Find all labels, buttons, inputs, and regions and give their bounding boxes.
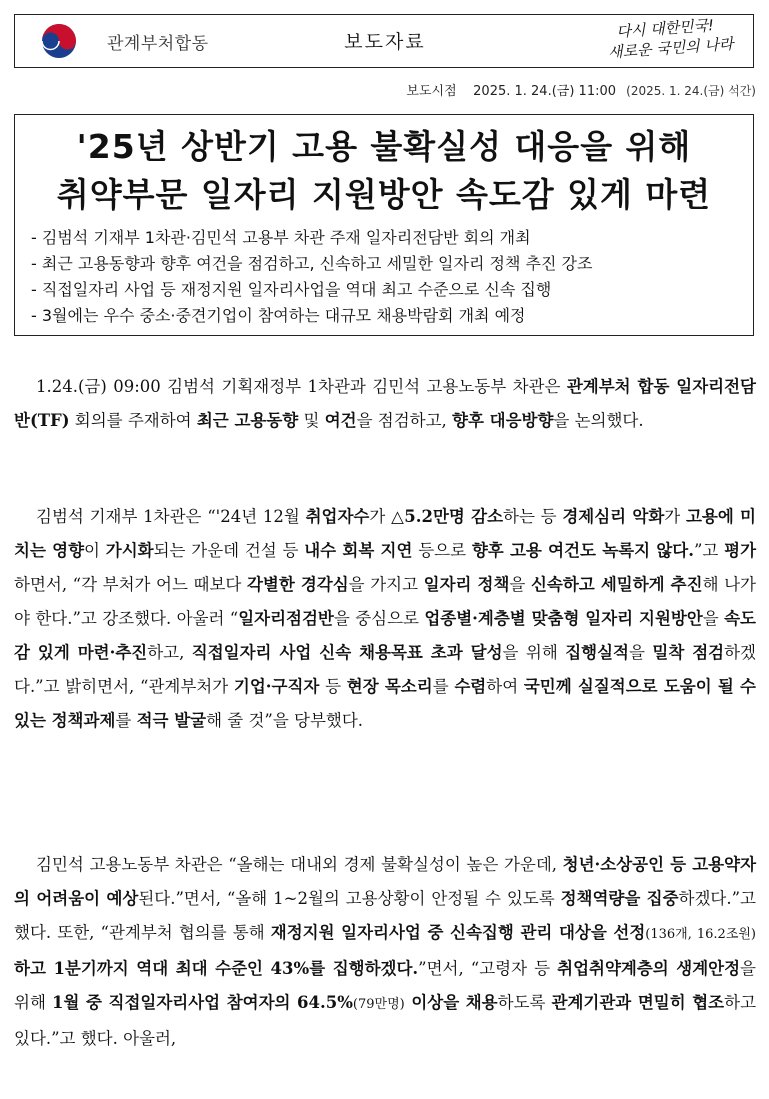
- release-time-embargo: (2025. 1. 24.(금) 석간): [626, 84, 756, 98]
- header-box: [14, 14, 754, 68]
- body-paragraph-1: [14, 370, 756, 438]
- body-text: (136개, 16.2조원): [645, 927, 757, 942]
- body-text: 하고 있다.”고 했다. 아울러,: [14, 993, 757, 1048]
- subpoint: - 최근 고용동향과 향후 여건을 점검하고, 신속하고 세밀한 일자리 정책 추진 강조: [31, 251, 592, 277]
- body-text: 하겠다.”고 밝히면서, “관계부처가: [14, 643, 756, 696]
- emphasis-text: 기업·구직자: [233, 677, 320, 696]
- org-name: 관계부처합동: [107, 34, 209, 54]
- body-text: 되는 가운데 건설 등: [153, 541, 305, 560]
- emphasis-text: 이상을 채용: [404, 993, 498, 1012]
- emphasis-text: 밀착 점검: [652, 643, 725, 662]
- headline-line1: '25년 상반기 고용 불확실성 대응을 위해: [76, 127, 692, 166]
- emphasis-text: 국민께 실질적으로 도움이 될 수 있는 정책과제: [14, 677, 756, 730]
- body-text: 을 점검하고,: [356, 411, 453, 430]
- release-time-label: 보도시점: [406, 84, 457, 99]
- emphasis-text: 업종별·계층별 맞춤형 일자리 지원방안: [424, 609, 703, 628]
- body-text: 를: [432, 677, 455, 696]
- subpoint: - 3월에는 우수 중소·중견기업이 참여하는 대규모 채용박람회 개최 예정: [31, 303, 592, 329]
- body-text: 을 위해: [14, 959, 756, 1012]
- body-text: 해 줄 것”을 당부했다.: [206, 711, 364, 730]
- emphasis-text: 여건: [324, 411, 357, 430]
- emphasis-text: △5.2만명 감소: [391, 507, 504, 526]
- emphasis-text: 가시화: [105, 541, 154, 560]
- emphasis-text: 속도감 있게 마련·추진: [14, 609, 756, 662]
- emphasis-text: 정책역량을 집중: [560, 889, 679, 908]
- body-text: (79만명): [352, 997, 405, 1012]
- release-time-value: 2025. 1. 24.(금) 11:00: [473, 84, 617, 99]
- emphasis-text: 경제심리 악화: [562, 507, 665, 526]
- slogan-line2: 새로운 국민의 나라: [607, 34, 734, 62]
- body-text: 등으로: [412, 541, 472, 560]
- body-text: 및: [298, 411, 325, 430]
- body-text: 된다.”면서, “올해 1~2월의 고용상황이 안정될 수 있도록: [138, 889, 561, 908]
- body-paragraph-2: [14, 500, 756, 738]
- emphasis-text: 하고 1분기까지 역대 최대 수준인 43%를 집행하겠다.: [14, 959, 419, 978]
- body-text: 을: [629, 643, 653, 662]
- emphasis-text: 취업자수: [305, 507, 370, 526]
- body-text: 가: [369, 507, 392, 526]
- emphasis-text: 집행실적: [565, 643, 629, 662]
- body-text: 을 가지고: [348, 575, 424, 594]
- emphasis-text: 재정지원 일자리사업 중 신속집행 관리 대상을 선정: [270, 923, 646, 942]
- body-text: 을: [509, 575, 531, 594]
- slogan-line1: 다시 대한민국!: [615, 16, 715, 41]
- doc-type: 보도자료: [344, 31, 426, 53]
- subpoint: - 직접일자리 사업 등 재정지원 일자리사업을 역대 최고 수준으로 신속 집행: [31, 277, 592, 303]
- body-text: 해 나가야 한다.”고 강조했다. 아울러 “: [14, 575, 756, 628]
- emphasis-text: 신속하고 세밀하게 추진: [530, 575, 703, 594]
- emphasis-text: 일자리점검반: [238, 609, 334, 628]
- emphasis-text: 평가: [724, 541, 757, 560]
- body-text: ”면서, “고령자 등: [418, 959, 558, 978]
- body-text: 김범석 기재부 1차관은 “'24년 12월: [36, 507, 306, 526]
- body-text: 등: [319, 677, 347, 696]
- body-text: 를: [115, 711, 137, 730]
- emphasis-text: 고용에 미치는 영향: [14, 507, 756, 560]
- emphasis-text: 관계부처 합동 일자리전담반(TF): [14, 377, 756, 430]
- emphasis-text: 현장 목소리: [346, 677, 433, 696]
- emphasis-text: 취업취약계층의 생계안정: [557, 959, 741, 978]
- body-text: ”고: [693, 541, 725, 560]
- body-text: 하겠다.”고 했다. 또한, “관계부처 협의를 통해: [14, 889, 756, 942]
- emphasis-text: 일자리 정책: [423, 575, 510, 594]
- paragraph-text: [14, 370, 756, 438]
- subpoint: - 김범석 기재부 1차관·김민석 고용부 차관 주재 일자리전담반 회의 개최: [31, 225, 592, 251]
- body-text: 회의를 주재하여: [69, 411, 197, 430]
- headline-line2: 취약부문 일자리 지원방안 속도감 있게 마련: [56, 175, 712, 214]
- emphasis-text: 관계기관과 면밀히 협조: [551, 993, 725, 1012]
- body-text: 가: [664, 507, 686, 526]
- emphasis-text: 적극 발굴: [136, 711, 207, 730]
- emphasis-text: 최근 고용동향: [196, 411, 299, 430]
- body-text: 하면서, “각 부처가 어느 때보다: [14, 575, 247, 594]
- title-box: [14, 114, 754, 336]
- body-paragraph-3: [14, 848, 756, 1056]
- paragraph-text: [14, 500, 756, 738]
- body-text: 김민석 고용노동부 차관은 “올해는 대내외 경제 불확실성이 높은 가운데,: [36, 855, 563, 874]
- body-text: 1.24.(금) 09:00 김범석 기획재정부 1차관과 김민석 고용노동부 차관은: [36, 377, 567, 396]
- body-text: 이: [84, 541, 106, 560]
- body-text: 을 중심으로: [333, 609, 425, 628]
- emphasis-text: 내수 회복 지연: [304, 541, 413, 560]
- emphasis-text: 직접일자리 사업 신속 채용목표 초과 달성: [191, 643, 503, 662]
- emphasis-text: 각별한 경각심: [246, 575, 349, 594]
- emphasis-text: 1월 중 직접일자리사업 참여자의 64.5%: [51, 993, 353, 1012]
- emphasis-text: 향후 고용 여건도 녹록지 않다.: [471, 541, 694, 560]
- emphasis-text: 수렴: [454, 677, 487, 696]
- body-text: 을 위해: [502, 643, 566, 662]
- subpoint-list: [31, 225, 592, 329]
- slogan: [582, 14, 735, 70]
- release-time: [0, 80, 756, 99]
- emphasis-text: 향후 대응방향: [452, 411, 554, 430]
- body-text: 을: [702, 609, 725, 628]
- body-text: 하고,: [147, 643, 192, 662]
- paragraph-text: [14, 848, 756, 1056]
- body-text: 을 논의했다.: [553, 411, 644, 430]
- body-text: 하도록: [497, 993, 552, 1012]
- body-text: 하여: [486, 677, 524, 696]
- body-text: 하는 등: [503, 507, 563, 526]
- emphasis-text: 청년·소상공인 등 고용약자의 어려움이 예상: [14, 855, 757, 908]
